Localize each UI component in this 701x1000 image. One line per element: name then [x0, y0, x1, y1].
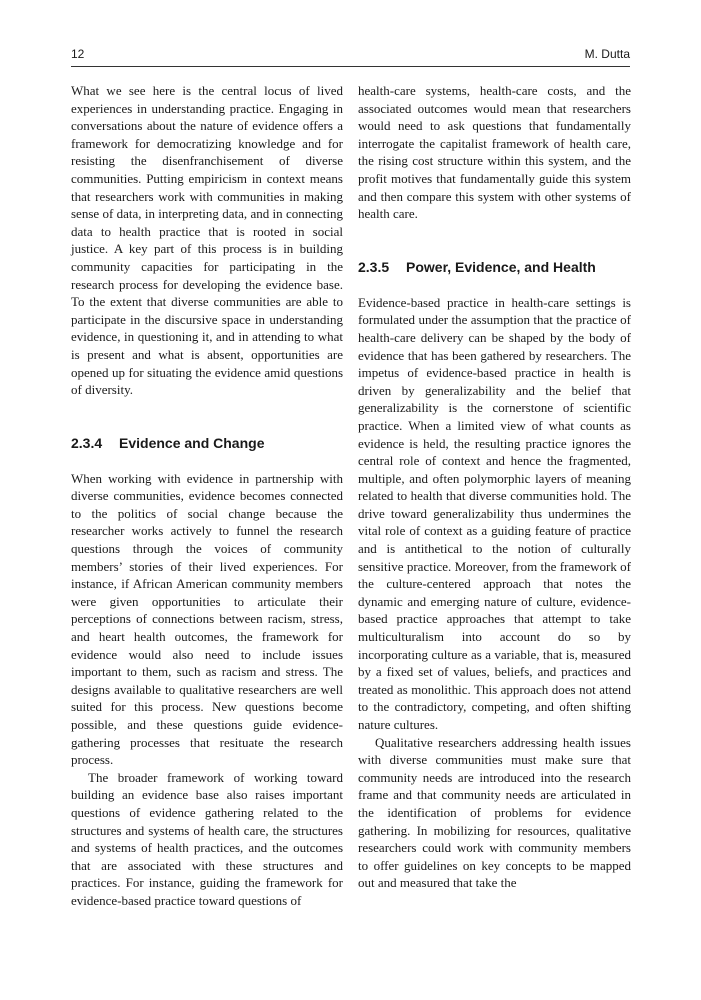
section-number: 2.3.4 [71, 434, 103, 451]
section-heading-2-3-5 [358, 258, 631, 276]
page-header [71, 47, 630, 65]
section-number: 2.3.5 [358, 258, 390, 275]
section-title: Evidence and Change [119, 434, 265, 451]
section-title: Power, Evidence, and Health [406, 258, 596, 275]
left-column [71, 82, 343, 910]
body-paragraph: What we see here is the central locus of lived experiences in understanding practice. Engaging in conversations about the nature of evidence offers a framework for democratizing knowledge and for resisting the disenfranchisement of diverse communities. Putting empiricism in context means that researchers work with communities in making sense of data, in interpreting data, and in connecting data to health practice that is rooted in social justice. A key part of this process is in building community capacities for participating in the research process for developing the evidence base. To the extent that diverse communities are able to participate in the discursive space in understanding evidence, in questioning it, and in attending to what is present and what is absent, opportunities are opened up for situating the evidence amid questions of diversity. [71, 83, 343, 398]
right-column [358, 82, 631, 892]
section-heading-2-3-4 [71, 434, 343, 452]
body-paragraph: Evidence-based practice in health-care settings is formulated under the assumption that the practice of health-care delivery can be shaped by the body of evidence that has been gathered by researchers. The impetus of evidence-based practice in health is driven by generalizability and the belief that generalizability is the cornerstone of scientific practice. When a limited view of what counts as evidence is held, the resulting practice ignores the central role of context and hence the fragmented, multiple, and often polymorphic layers of meaning related to health that diverse communities hold. The drive toward generalizability thus undermines the vital role of context as a guiding feature of practice and is antithetical to the notion of culturally sensitive practice. Moreover, from the framework of the culture-centered approach that notes the dynamic and emerging nature of culture, evidence-based practice approaches that attempt to take multiculturalism into account do so by incorporating culture as a variable, that is, measured by a fixed set of values, beliefs, and practices and treated as monolithic. This approach does not attend to the contradictory, competing, and often shifting nature cultures. [358, 294, 631, 732]
page-number: 12 [71, 47, 85, 61]
body-paragraph: The broader framework of working toward building an evidence base also raises important questions of evidence gathering related to the structures and systems of health care, the structures and systems of health practices, and the outcomes that are associated with these structures and practices. For instance, guiding the framework for evidence-based practice toward questions of [71, 769, 343, 908]
body-paragraph: When working with evidence in partnership with diverse communities, evidence becomes connected to the politics of social change because the researcher works actively to funnel the research questions through the voices of community members’ stories of their lived experiences. For instance, if African American community members were given opportunities to articulate their perceptions of connections between racism, stress, and heart health outcomes, the framework for evidence would also need to include issues important to them, such as racism and stress. The designs available to qualitative researchers are well suited for this process. New questions become possible, and these questions guide evidence-gathering processes that resituate the research process. [71, 470, 343, 768]
body-paragraph: Qualitative researchers addressing health issues with diverse communities must make sure that community needs are introduced into the research frame and that community needs are articulated in the identification of problems for evidence gathering. In mobilizing for resources, qualitative researchers could work with community members to offer guidelines on key concepts to be mapped out and measured that take the [358, 734, 631, 891]
body-paragraph: health-care systems, health-care costs, and the associated outcomes would mean that researchers would need to ask questions that fundamentally interrogate the capitalist framework of health care, the rising cost structure within this system, and the profit motives that fundamentally guide this system and then compare this system with other systems of health care. [358, 83, 631, 222]
header-rule [71, 66, 630, 67]
running-head: M. Dutta [584, 47, 630, 61]
